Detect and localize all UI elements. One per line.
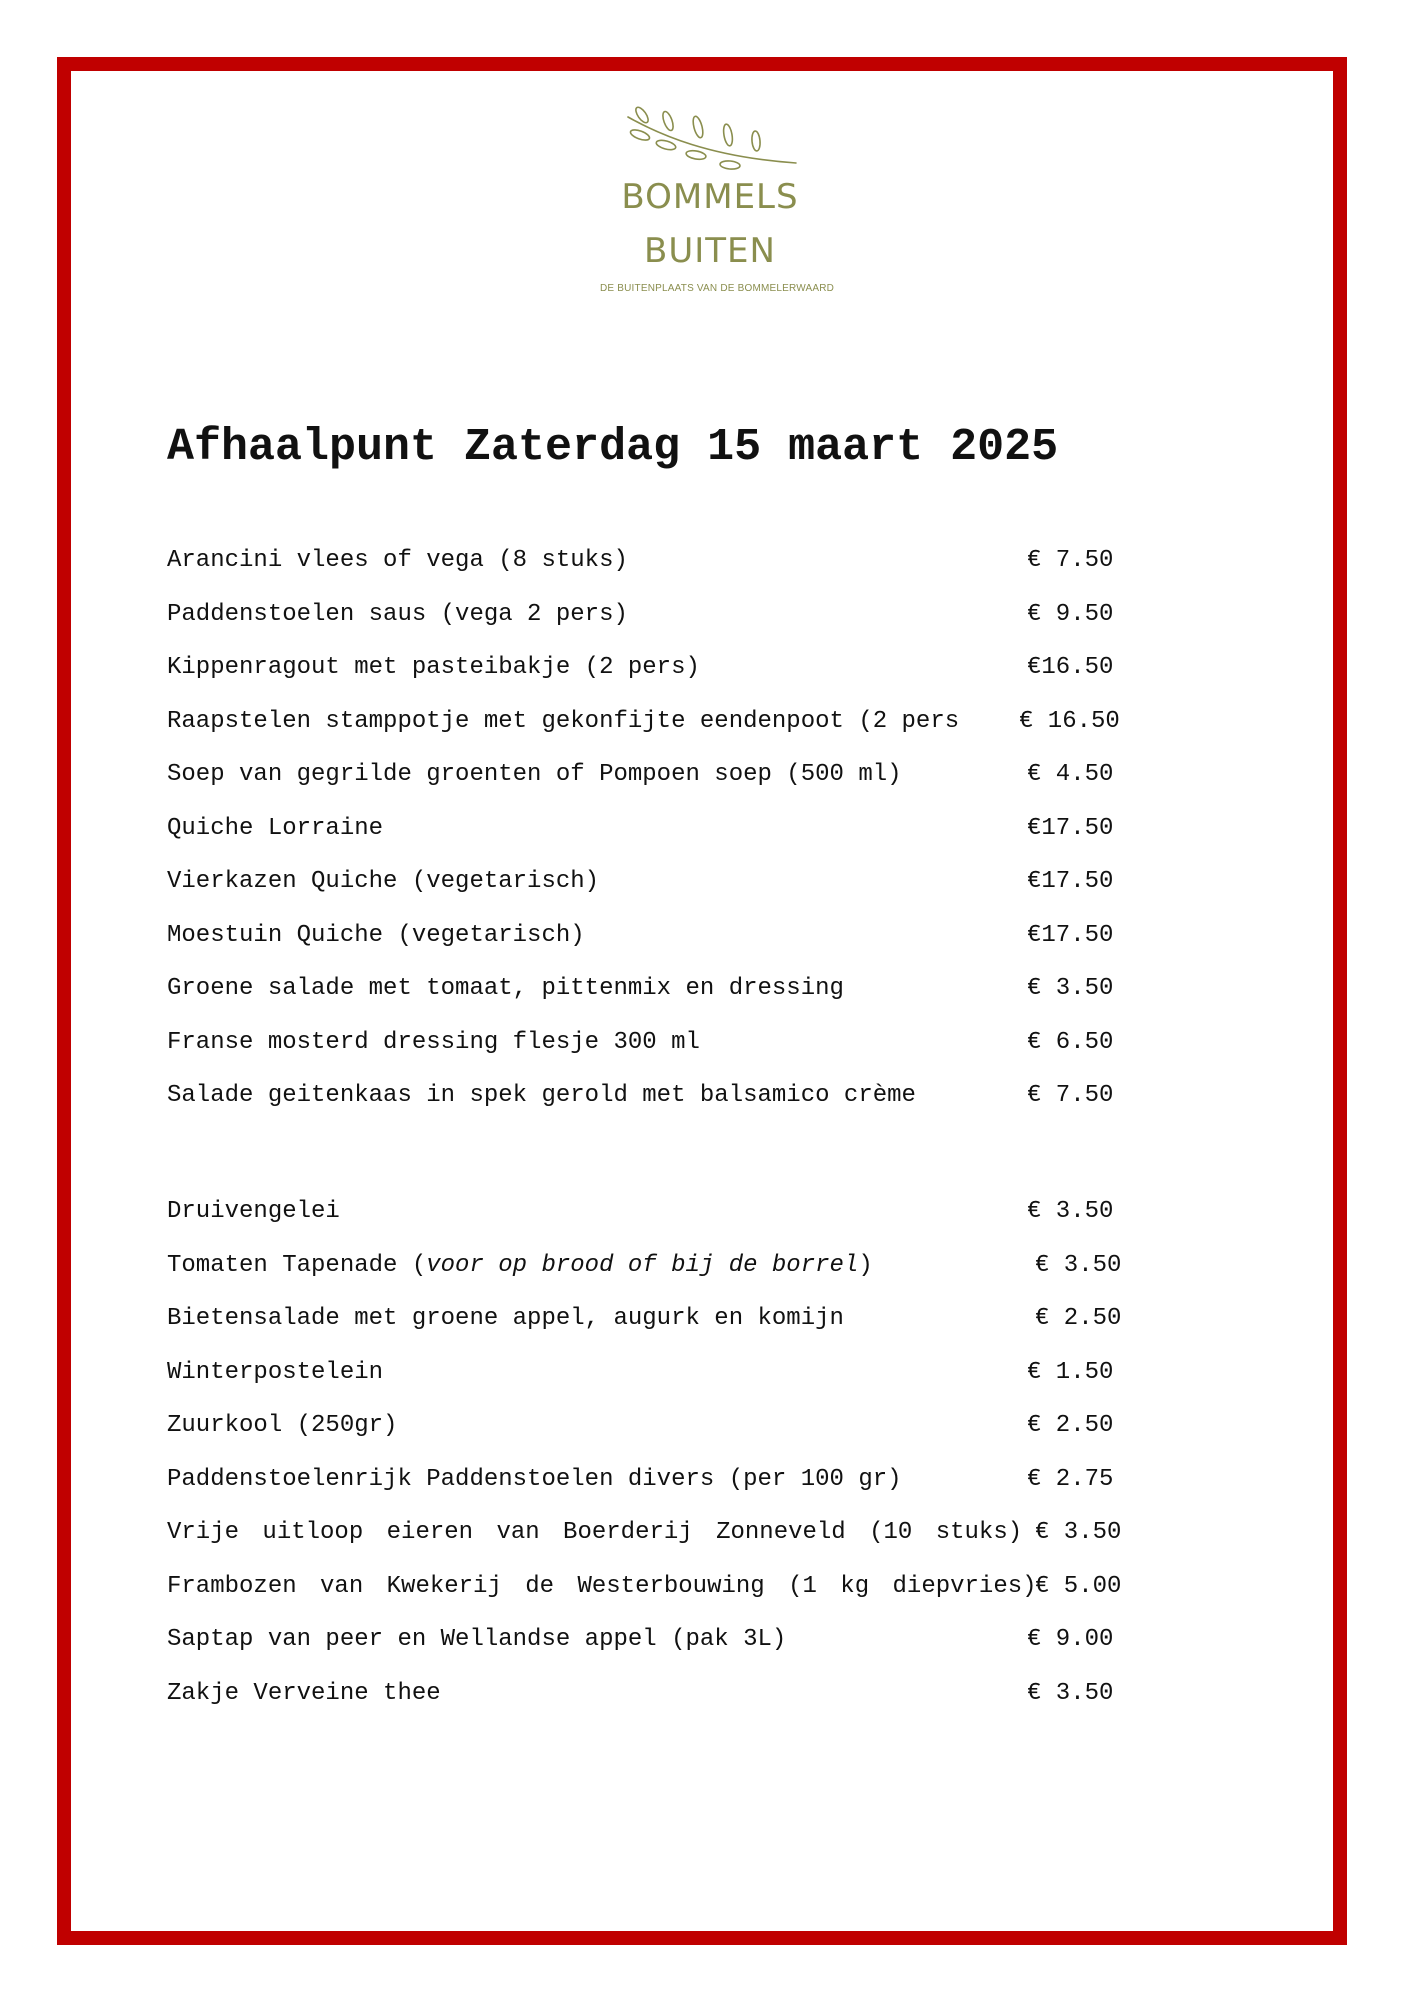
item-name: Salade geitenkaas in spek gerold met balsamico crème [167, 1082, 916, 1109]
menu-item [167, 973, 1167, 1027]
item-name-end: ) [858, 1251, 873, 1279]
menu-item [167, 706, 1167, 760]
item-price: € 9.50 [1027, 600, 1114, 628]
item-name: Druivengelei [167, 1198, 340, 1225]
logo-text-line2: BUITEN [644, 231, 776, 271]
logo-tagline: DE BUITENPLAATS VAN DE BOMMELERWAARD [600, 283, 835, 294]
item-name: Raapstelen stamppotje met gekonfijte eendenpoot (2 pers [167, 707, 960, 735]
menu-item [167, 599, 1167, 653]
item-name: Paddenstoelenrijk Paddenstoelen divers (per 100 gr) [167, 1465, 902, 1493]
item-price: € 2.50 [1035, 1305, 1122, 1332]
item-price: € 4.50 [1027, 761, 1114, 788]
menu-item [167, 1410, 1167, 1464]
item-name: Kippenragout met pasteibakje (2 pers) [167, 654, 700, 681]
menu-item [167, 545, 1167, 599]
logo [600, 105, 835, 330]
menu-item [167, 1250, 1167, 1304]
logo-text-line1: BOMMELS [621, 177, 799, 217]
menu-item [167, 1464, 1167, 1518]
menu-item [167, 759, 1167, 813]
item-name: Saptap van peer en Wellandse appel (pak 3L) [167, 1626, 787, 1653]
item-name: Franse mosterd dressing flesje 300 ml [167, 1028, 700, 1056]
item-name-start: Tomaten Tapenade ( [167, 1251, 427, 1279]
item-name: Arancini vlees of vega (8 stuks) [167, 547, 628, 574]
menu-item [167, 1303, 1167, 1357]
olive-branch-icon [620, 105, 800, 175]
menu-item [167, 866, 1167, 920]
menu-list-main [167, 545, 1167, 1134]
item-name [167, 1250, 873, 1282]
item-price: € 16.50 [1019, 707, 1120, 735]
menu-item [167, 652, 1167, 706]
menu-item [167, 1517, 1167, 1571]
item-price: € 7.50 [1027, 547, 1114, 574]
menu-item [167, 1624, 1167, 1678]
menu-item [167, 1080, 1167, 1134]
item-price: €17.50 [1027, 921, 1114, 949]
item-name: Vierkazen Quiche (vegetarisch) [167, 868, 600, 895]
item-price: € 3.50 [1035, 1519, 1122, 1546]
item-price: € 2.75 [1027, 1465, 1114, 1493]
item-price: € 3.50 [1035, 1251, 1122, 1279]
item-name: Soep van gegrilde groenten of Pompoen soep (500 ml) [167, 761, 902, 788]
menu-item [167, 1027, 1167, 1081]
menu-item [167, 1571, 1167, 1625]
page-title: Afhaalpunt Zaterdag 15 maart 2025 [167, 422, 1059, 473]
item-name: Quiche Lorraine [167, 814, 384, 842]
menu-item [167, 1678, 1167, 1732]
menu-item [167, 920, 1167, 974]
item-name-italic: voor op brood of bij de borrel [426, 1251, 859, 1279]
menu-list-extra [167, 1196, 1167, 1731]
menu-item [167, 1357, 1167, 1411]
item-price: € 6.50 [1027, 1028, 1114, 1056]
item-price: € 5.00 [1035, 1572, 1122, 1600]
menu-item [167, 1196, 1167, 1250]
item-name: Vrije uitloop eieren van Boerderij Zonneveld (10 stuks) [167, 1519, 1023, 1546]
item-price: €17.50 [1027, 868, 1114, 895]
item-price: € 1.50 [1027, 1358, 1114, 1386]
item-price: € 3.50 [1027, 1679, 1114, 1707]
item-price: € 3.50 [1027, 975, 1114, 1002]
item-name: Paddenstoelen saus (vega 2 pers) [167, 600, 628, 628]
menu-item [167, 813, 1167, 867]
item-name: Groene salade met tomaat, pittenmix en dressing [167, 975, 844, 1002]
item-name: Moestuin Quiche (vegetarisch) [167, 921, 585, 949]
item-price: € 7.50 [1027, 1082, 1114, 1109]
item-name: Winterpostelein [167, 1358, 384, 1386]
item-price: € 9.00 [1027, 1626, 1114, 1653]
item-price: €16.50 [1027, 654, 1114, 681]
item-name: Frambozen van Kwekerij de Westerbouwing (1 kg diepvries) [167, 1572, 1037, 1600]
item-name: Zakje Verveine thee [167, 1679, 441, 1707]
item-name: Zuurkool (250gr) [167, 1412, 398, 1439]
item-name: Bietensalade met groene appel, augurk en komijn [167, 1305, 844, 1332]
item-price: € 3.50 [1027, 1198, 1114, 1225]
item-price: €17.50 [1027, 814, 1114, 842]
item-price: € 2.50 [1027, 1412, 1114, 1439]
